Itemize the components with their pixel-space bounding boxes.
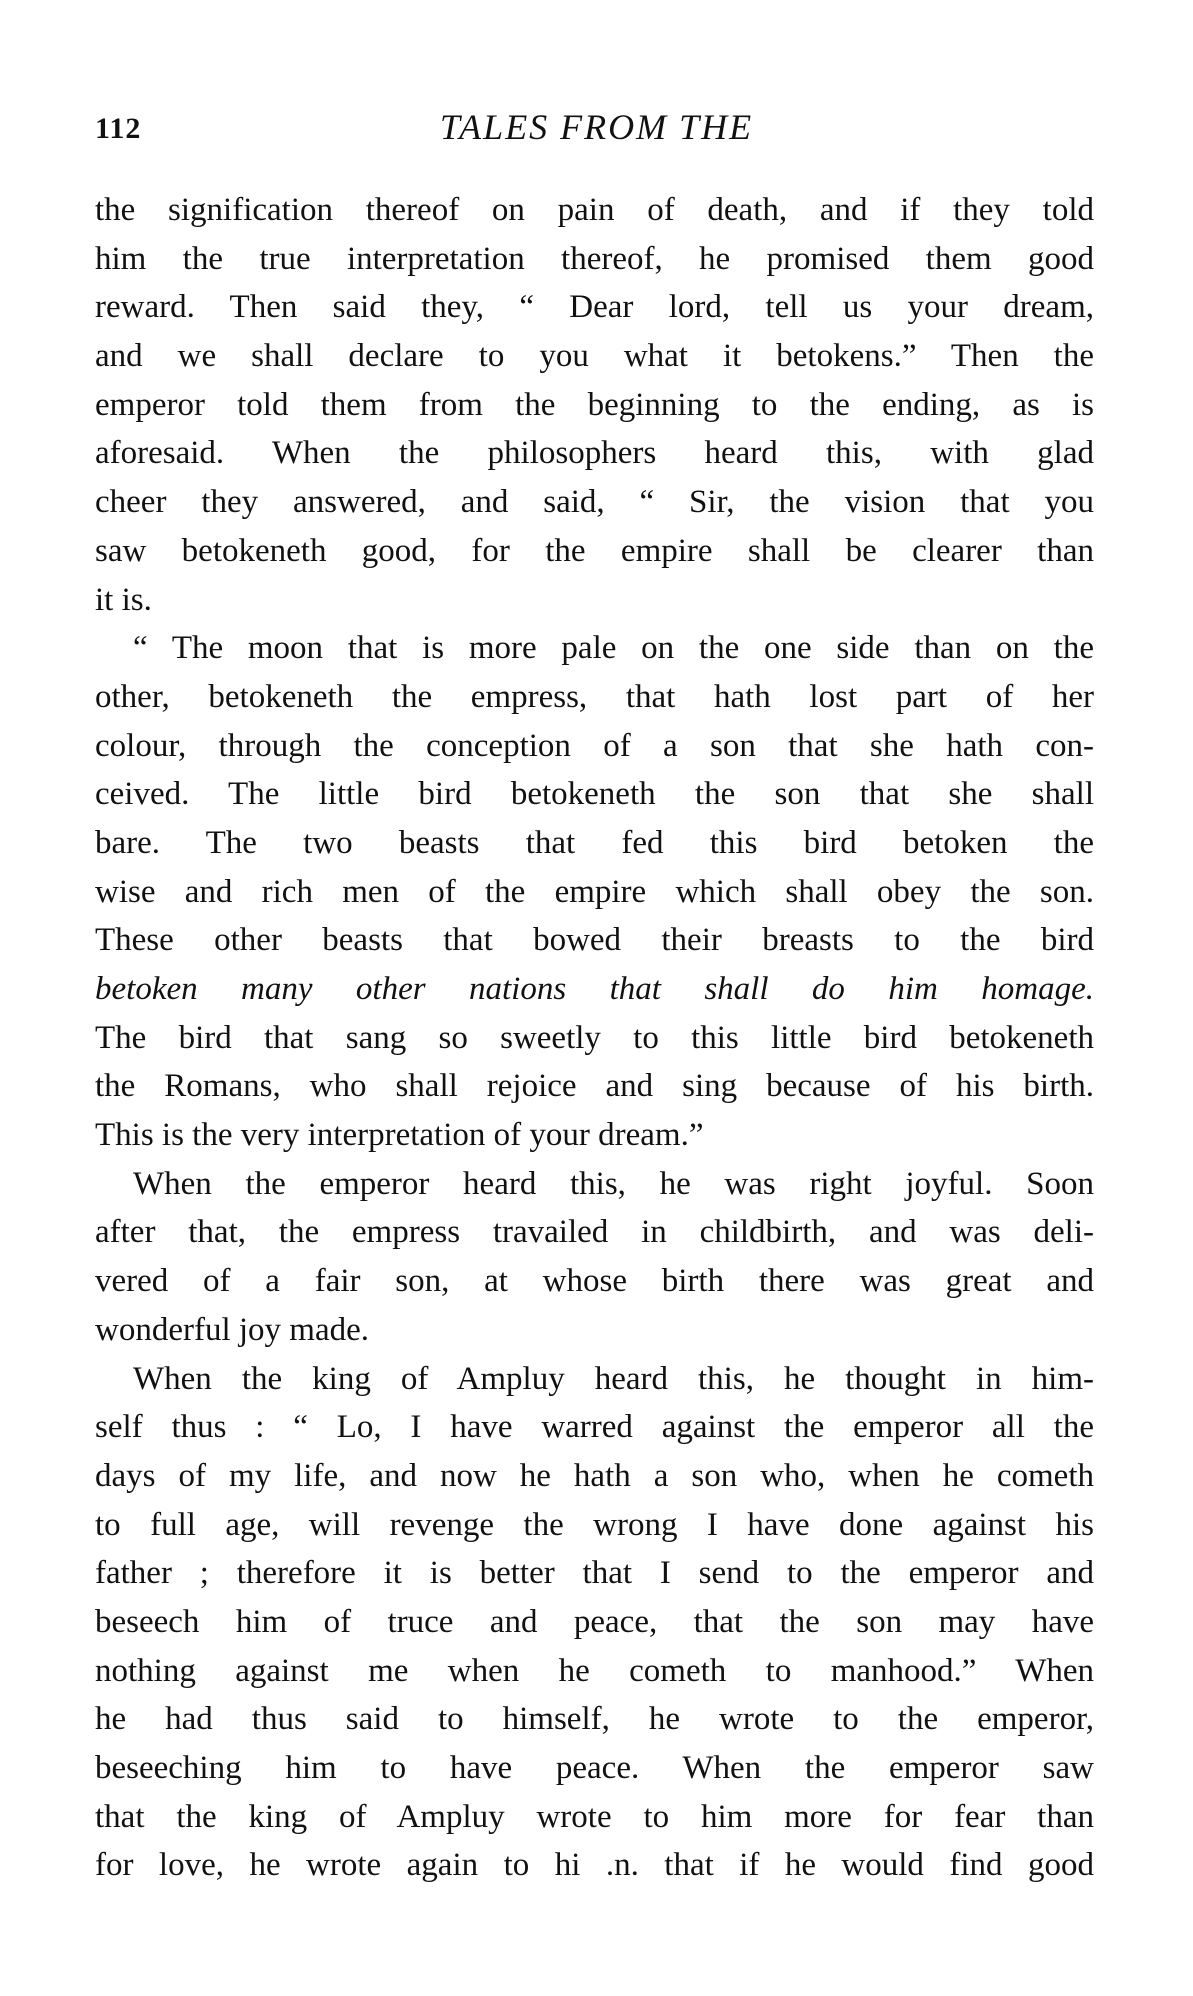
text-line: aforesaid. When the philosophers heard this, with glad [95, 435, 1094, 472]
text-line: saw betokeneth good, for the empire shall be clearer than [95, 532, 1094, 569]
page-number: 112 [95, 112, 142, 145]
text-line: the signification thereof on pain of death, and if they told [95, 192, 1094, 228]
text-line: beseeching him to have peace. When the emperor saw [95, 1750, 1094, 1786]
text-line: and we shall declare to you what it betokens.” Then the [95, 338, 1094, 375]
text-line: nothing against me when he cometh to manhood.” When [95, 1652, 1094, 1689]
text-line: wise and rich men of the empire which shall obey the son. [95, 873, 1094, 910]
text-line: These other beasts that bowed their breasts to the bird [95, 922, 1094, 959]
text-line: reward. Then said they, “ Dear lord, tell us your dream, [95, 289, 1094, 326]
text-line: to full age, will revenge the wrong I have done against his [95, 1506, 1094, 1543]
text-line: after that, the empress travailed in childbirth, and was deli- [95, 1214, 1094, 1251]
text-line: cheer they answered, and said, “ Sir, the vision that you [95, 484, 1094, 521]
text-line: he had thus said to himself, he wrote to the emperor, [95, 1701, 1094, 1738]
text-line: other, betokeneth the empress, that hath lost part of her [95, 678, 1094, 715]
text-line: When the king of Ampluy heard this, he thought in him- [133, 1360, 1094, 1397]
text-line: him the true interpretation thereof, he promised them good [95, 240, 1094, 277]
text-line: colour, through the conception of a son that she hath con- [95, 727, 1094, 764]
text-line: for love, he wrote again to hi .n. that if he would find good [95, 1847, 1094, 1884]
text-line: “ The moon that is more pale on the one side than on the [133, 630, 1094, 667]
text-line: betoken many other nations that shall do him homage. [95, 971, 1094, 1007]
text-line: beseech him of truce and peace, that the son may have [95, 1603, 1094, 1640]
text-line: This is the very interpretation of your dream.” [95, 1117, 704, 1154]
text-line: wonderful joy made. [95, 1311, 370, 1348]
text-line: vered of a fair son, at whose birth there was great and [95, 1263, 1094, 1300]
text-line: emperor told them from the beginning to the ending, as is [95, 386, 1094, 423]
text-line: ceived. The little bird betokeneth the son that she shall [95, 776, 1094, 813]
text-line: days of my life, and now he hath a son who, when he cometh [95, 1457, 1094, 1494]
running-title: TALES FROM THE [439, 107, 754, 147]
text-line: the Romans, who shall rejoice and sing because of his birth. [95, 1068, 1094, 1105]
text-line: The bird that sang so sweetly to this little bird betokeneth [95, 1019, 1094, 1056]
text-line: bare. The two beasts that fed this bird betoken the [95, 824, 1094, 861]
text-line: that the king of Ampluy wrote to him more for fear than [95, 1798, 1094, 1835]
text-line: father ; therefore it is better that I send to the emperor and [95, 1555, 1094, 1592]
body-text [95, 186, 1094, 1890]
text-line: it is. [95, 581, 152, 618]
text-line: self thus : “ Lo, I have warred against the emperor all the [95, 1409, 1094, 1446]
text-line: When the emperor heard this, he was right joyful. Soon [133, 1165, 1094, 1202]
